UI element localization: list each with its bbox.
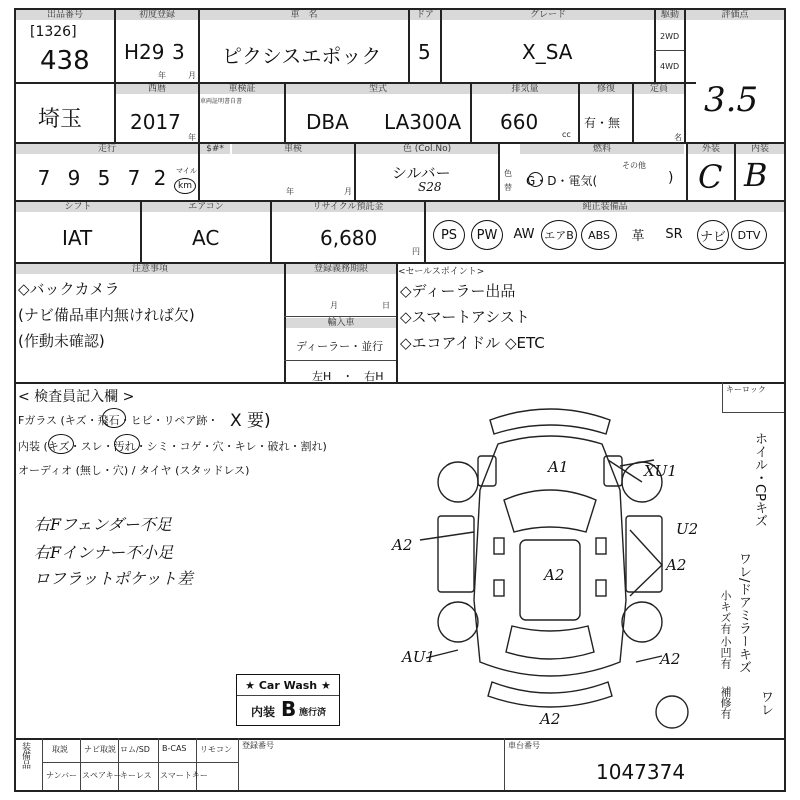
equipment-item: PS bbox=[433, 220, 465, 250]
sales-line: ◇エコアイドル ◇ETC bbox=[400, 334, 545, 352]
displacement: 660 bbox=[500, 110, 539, 134]
repair-value: 有・無 bbox=[584, 116, 621, 130]
equipment-item: PW bbox=[471, 220, 503, 250]
ac-label: エアコン bbox=[142, 202, 270, 212]
reg-day: 日 bbox=[382, 301, 390, 310]
unit-mile: マイル bbox=[176, 167, 197, 175]
car-name: ピクシスエポック bbox=[222, 44, 382, 68]
inspector-line1: Fガラス (キズ・飛石・ヒビ・リペア跡・ bbox=[18, 414, 219, 427]
side-text-1: ホイル・CPキズ bbox=[752, 432, 767, 527]
shift-value: IAT bbox=[62, 226, 93, 250]
lot-sub-number: [1326] bbox=[30, 24, 77, 40]
year-label: 西暦 bbox=[116, 84, 198, 94]
damage-mark: A2 bbox=[666, 556, 687, 574]
equipment-item: ABS bbox=[581, 220, 617, 250]
equip-item: B-CAS bbox=[162, 744, 187, 753]
year-unit: 年 bbox=[188, 133, 196, 142]
reg-month: 月 bbox=[330, 301, 338, 310]
first-reg-era: H29 bbox=[124, 40, 165, 64]
side-text-3: ワレ bbox=[758, 690, 773, 716]
yen-unit: 円 bbox=[412, 247, 420, 256]
damage-mark: A2 bbox=[660, 650, 681, 668]
handwritten-note: ロフラットポケット差 bbox=[34, 569, 193, 588]
drive-label: 駆動 bbox=[656, 10, 684, 20]
recycle-label: リサイクル預託金 bbox=[272, 202, 424, 212]
year: 2017 bbox=[130, 110, 181, 134]
capacity-unit: 名 bbox=[674, 133, 682, 142]
mileage-digit: 2 bbox=[153, 166, 167, 190]
caution-line: (作動未確認) bbox=[18, 332, 105, 350]
car-wash-title: ★ Car Wash ★ bbox=[245, 679, 331, 692]
fuel-circle bbox=[528, 172, 543, 187]
glass-circle bbox=[102, 408, 126, 428]
first-reg-year-unit: 年 bbox=[158, 71, 166, 80]
grade-label: グレード bbox=[442, 10, 654, 20]
inspector-line2: 内装 (キズ・スレ・汚れ・シミ・コゲ・穴・キレ・破れ・割れ) bbox=[18, 440, 327, 453]
score: 3.5 bbox=[704, 80, 759, 120]
inspection-month-unit: 月 bbox=[344, 187, 352, 196]
side-small-1: 小キズ有 bbox=[719, 590, 732, 634]
inspector-title: < 検査員記入欄 > bbox=[18, 389, 135, 405]
color-change-label: 色 bbox=[504, 169, 512, 178]
equip-item: ロム/SD bbox=[120, 745, 150, 754]
mileage-label: 走行 bbox=[16, 144, 198, 154]
first-reg-label: 初度登録 bbox=[116, 10, 198, 20]
model-label: 型式 bbox=[286, 84, 470, 94]
damage-mark: A2 bbox=[540, 710, 561, 728]
mileage-digit: 5 bbox=[97, 166, 111, 190]
inspector-line3: オーディオ (無し・穴) / タイヤ (スタッドレス) bbox=[18, 464, 250, 477]
ac-value: AC bbox=[192, 226, 220, 250]
car-wash-grade: B bbox=[281, 697, 297, 721]
unit-km: km bbox=[174, 178, 196, 194]
score-label: 評価点 bbox=[686, 10, 784, 20]
handwritten-note: 右Fインナー不小足 bbox=[34, 543, 174, 562]
key-lock-label: キーロック bbox=[726, 385, 766, 394]
car-wash-suffix: 施行済 bbox=[299, 708, 327, 718]
first-reg-month: 3 bbox=[172, 40, 185, 64]
chassis-number: 1047374 bbox=[596, 760, 686, 784]
equipment-item: ナビ bbox=[697, 220, 729, 250]
interior-label: 内装 bbox=[736, 144, 784, 154]
car-wash-line: 内装 bbox=[251, 705, 276, 719]
color-change-label-2: 替 bbox=[504, 183, 512, 192]
equip-item: 取説 bbox=[52, 745, 68, 754]
sales-line: ◇ディーラー出品 bbox=[400, 282, 516, 300]
plate-label: 登録番号 bbox=[242, 741, 274, 750]
equip-item: スマートキー bbox=[160, 771, 208, 780]
mileage-digit: 7 bbox=[127, 166, 141, 190]
drive-4wd: 4WD bbox=[660, 62, 680, 71]
doors: 5 bbox=[418, 40, 431, 64]
exterior-grade: C bbox=[698, 158, 723, 196]
equip-item: ナビ取説 bbox=[84, 745, 116, 754]
side-small-2: 小凹有 bbox=[719, 636, 732, 669]
equipment-item: エアB bbox=[541, 220, 577, 250]
recycle-value: 6,680 bbox=[320, 226, 378, 250]
grade: X_SA bbox=[522, 40, 573, 64]
capacity-label: 定員 bbox=[634, 84, 684, 94]
model-code: LA300A bbox=[384, 110, 462, 134]
damage-mark: XU1 bbox=[644, 462, 677, 480]
shift-label: シフト bbox=[16, 202, 140, 212]
equip-item: リモコン bbox=[200, 745, 232, 754]
damage-mark: A2 bbox=[544, 566, 565, 584]
equipment-item: 革 bbox=[631, 228, 645, 244]
sales-line: ◇スマートアシスト bbox=[400, 308, 530, 326]
equip-side-label: 装備品 bbox=[20, 742, 30, 769]
inspection-year-unit: 年 bbox=[286, 187, 294, 196]
cert-label: 車検証 bbox=[200, 84, 284, 94]
color-value: シルバー bbox=[392, 164, 451, 182]
equipment-item: AW bbox=[513, 226, 535, 242]
chassis-label: 車台番号 bbox=[508, 741, 540, 750]
car-wash-stamp bbox=[236, 674, 340, 726]
fuel-paren: ) bbox=[668, 170, 674, 186]
damage-mark: U2 bbox=[676, 520, 699, 538]
mileage-digit: 7 bbox=[37, 166, 51, 190]
color-label: 色 (Col.No) bbox=[356, 144, 498, 154]
caution-line: (ナビ備品車内無ければ欠) bbox=[18, 306, 195, 324]
import-line2: 左H ・ 右H bbox=[312, 370, 384, 383]
caution-line: ◇バックカメラ bbox=[18, 280, 120, 298]
equipment-label: 純正装備品 bbox=[426, 202, 784, 212]
damage-mark: A1 bbox=[548, 458, 569, 476]
lot-label: 出品番号 bbox=[16, 10, 114, 20]
displacement-label: 排気量 bbox=[472, 84, 578, 94]
handwritten-note: 右Fフェンダー不足 bbox=[34, 515, 172, 534]
cert-sub: 車両証明書自書 bbox=[200, 98, 243, 105]
fuel-options: G・D・電気( bbox=[526, 174, 598, 188]
drive-2wd: 2WD bbox=[660, 32, 680, 41]
lot-number: 438 bbox=[40, 46, 90, 76]
first-reg-month-unit: 月 bbox=[188, 71, 196, 80]
side-small-3: 補修有 bbox=[719, 686, 732, 719]
misc-label: $#* bbox=[200, 144, 230, 154]
equipment-item: SR bbox=[665, 226, 683, 242]
equip-item: ナンバー bbox=[46, 771, 78, 780]
interior-grade: B bbox=[744, 156, 768, 194]
side-text-2: ワレ/ドアミラーキズ bbox=[736, 552, 751, 674]
caution-label: 注意事項 bbox=[16, 264, 284, 274]
equip-item: キーレス bbox=[120, 771, 152, 780]
cc-unit: cc bbox=[562, 130, 571, 139]
mileage-digit: 9 bbox=[67, 166, 81, 190]
equip-item: スペアキー bbox=[82, 771, 122, 780]
reg-deadline-label: 登録義務期限 bbox=[286, 264, 396, 274]
damage-mark: AU1 bbox=[402, 648, 436, 666]
import-line1: ディーラー・並行 bbox=[296, 340, 384, 353]
fuel-other: その他 bbox=[622, 161, 646, 170]
import-label: 輸入車 bbox=[286, 318, 396, 328]
door-label: ドア bbox=[410, 10, 440, 20]
fuel-label: 燃料 bbox=[520, 144, 684, 154]
color-number: S28 bbox=[418, 180, 442, 194]
glass-mark: X 要) bbox=[230, 411, 271, 431]
exterior-label: 外装 bbox=[688, 144, 734, 154]
prefecture: 埼玉 bbox=[38, 107, 83, 132]
car-name-label: 車 名 bbox=[200, 10, 408, 20]
equipment-item: DTV bbox=[731, 220, 767, 250]
interior-circle-2 bbox=[114, 434, 140, 454]
sales-label: <セールスポイント> bbox=[398, 267, 485, 277]
model-prefix: DBA bbox=[306, 110, 349, 134]
interior-circle-1 bbox=[48, 434, 74, 454]
damage-mark: A2 bbox=[392, 536, 413, 554]
inspection-label: 車検 bbox=[232, 144, 354, 154]
repair-label: 修復 bbox=[580, 84, 632, 94]
